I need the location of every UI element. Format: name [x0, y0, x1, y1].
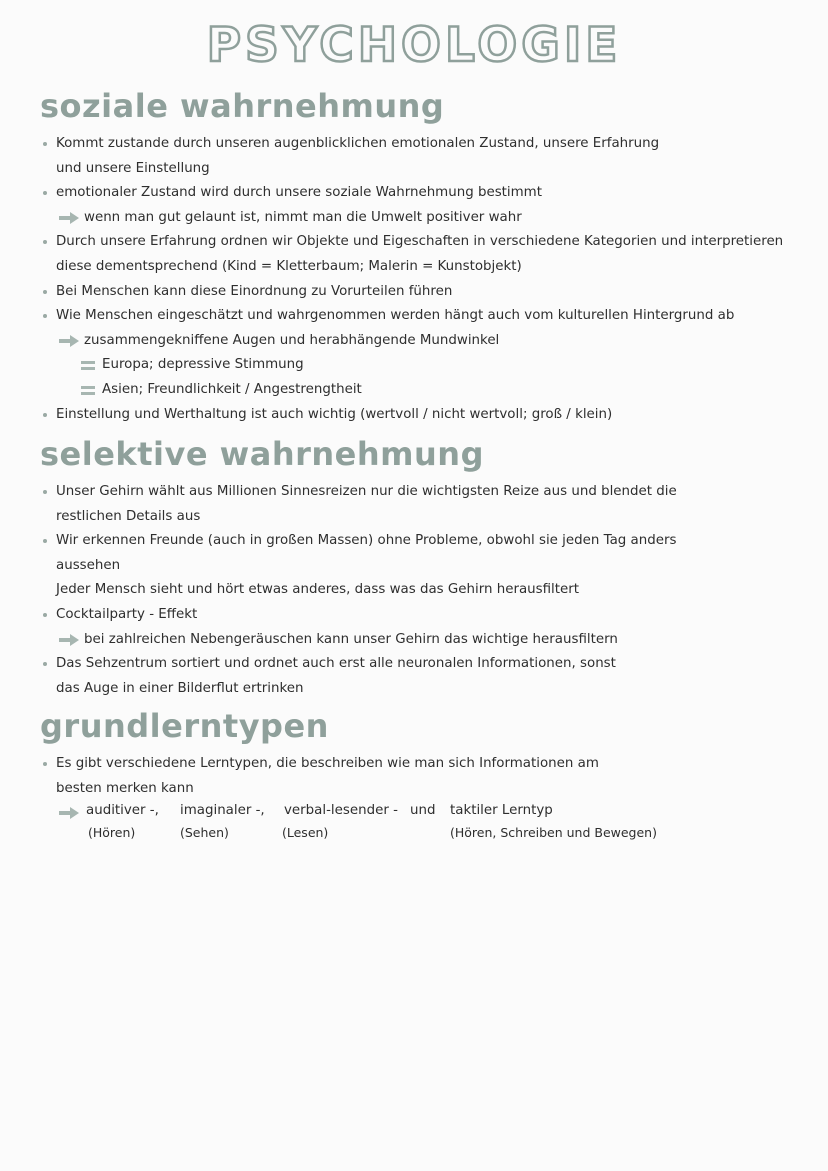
- section-grundlerntypen: [40, 706, 810, 847]
- page-title: PSYCHOLOGIE: [206, 18, 622, 73]
- type-name: taktiler Lerntyp: [450, 803, 553, 819]
- list-item: Einstellung und Werthaltung ist auch wichtig (wertvoll / nicht wertvoll; groß / klein): [40, 403, 810, 428]
- list-item-continuation: das Auge in einer Bilderflut ertrinken: [56, 680, 304, 696]
- section-soziale-wahrnehmung: [40, 86, 810, 427]
- bullet-icon: [43, 191, 47, 195]
- list-item-continuation: aussehen: [56, 557, 121, 573]
- arrow-right-icon: [58, 334, 80, 348]
- list-item-continuation: und unsere Einstellung: [56, 160, 210, 176]
- list-item: Bei Menschen kann diese Einordnung zu Vorurteilen führen: [40, 280, 810, 305]
- type-name: auditiver -,: [86, 803, 159, 819]
- list-item: emotionaler Zustand wird durch unsere soziale Wahrnehmung bestimmt: [40, 181, 810, 206]
- equals-icon: [81, 386, 95, 395]
- arrow-right-icon: [58, 806, 80, 820]
- section-heading: selektive wahrnehmung: [40, 435, 484, 473]
- type-note: (Hören): [88, 825, 136, 841]
- list-item: Unser Gehirn wählt aus Millionen Sinnesreizen nur die wichtigsten Reize aus und blendet die: [40, 480, 810, 505]
- bullet-icon: [43, 490, 47, 494]
- type-connector: und: [410, 803, 436, 819]
- list-item-continuation: Jeder Mensch sieht und hört etwas anderes, dass was das Gehirn herausfiltert: [56, 582, 580, 598]
- list-item: Es gibt verschiedene Lerntypen, die beschreiben wie man sich Informationen am: [40, 752, 810, 777]
- section-heading: soziale wahrnehmung: [40, 87, 445, 125]
- bullet-icon: [43, 290, 47, 294]
- list-item: Wie Menschen eingeschätzt und wahrgenommen werden hängt auch vom kulturellen Hintergrund ab: [40, 304, 810, 329]
- list-item-continuation: restlichen Details aus: [56, 508, 201, 524]
- section-heading: grundlerntypen: [40, 707, 329, 745]
- arrow-item: wenn man gut gelaunt ist, nimmt man die Umwelt positiver wahr: [40, 206, 810, 231]
- list-item: Cocktailparty - Effekt: [40, 603, 810, 628]
- arrow-right-icon: [58, 633, 80, 647]
- bullet-icon: [43, 539, 47, 543]
- type-name: verbal-lesender -: [284, 803, 398, 819]
- list-item: Kommt zustande durch unseren augenblicklichen emotionalen Zustand, unsere Erfahrung: [40, 132, 810, 157]
- list-item: Durch unsere Erfahrung ordnen wir Objekte und Eigeschaften in verschiedene Kategorien und interpretieren: [40, 230, 810, 255]
- list-item: Wir erkennen Freunde (auch in großen Massen) ohne Probleme, obwohl sie jeden Tag anders: [40, 529, 810, 554]
- list-item-continuation: besten merken kann: [56, 780, 194, 796]
- bullet-icon: [43, 142, 47, 146]
- type-name: imaginaler -,: [180, 803, 265, 819]
- list-item: Das Sehzentrum sortiert und ordnet auch erst alle neuronalen Informationen, sonst: [40, 652, 810, 677]
- arrow-right-icon: [58, 211, 80, 225]
- bullet-icon: [43, 662, 47, 666]
- type-note: (Sehen): [180, 825, 229, 841]
- equals-item: Asien; Freundlichkeit / Angestrengtheit: [40, 378, 810, 403]
- type-note: (Hören, Schreiben und Bewegen): [450, 825, 657, 841]
- arrow-item: bei zahlreichen Nebengeräuschen kann unser Gehirn das wichtige herausfiltern: [40, 628, 810, 653]
- learning-types: [40, 801, 810, 847]
- arrow-item: zusammengekniffene Augen und herabhängende Mundwinkel: [40, 329, 810, 354]
- type-note: (Lesen): [282, 825, 329, 841]
- bullet-icon: [43, 762, 47, 766]
- bullet-icon: [43, 413, 47, 417]
- list-item-continuation: diese dementsprechend (Kind = Kletterbaum; Malerin = Kunstobjekt): [56, 258, 522, 274]
- bullet-icon: [43, 314, 47, 318]
- equals-item: Europa; depressive Stimmung: [40, 353, 810, 378]
- bullet-icon: [43, 240, 47, 244]
- equals-icon: [81, 361, 95, 370]
- bullet-icon: [43, 613, 47, 617]
- section-selektive-wahrnehmung: [40, 434, 810, 701]
